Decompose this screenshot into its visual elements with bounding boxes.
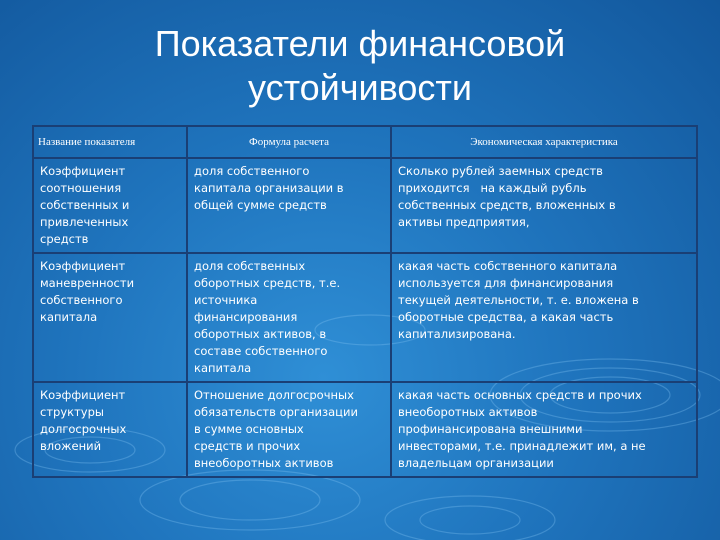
- cell-line: внеоборотных активов: [194, 456, 334, 470]
- cell-line: оборотных средств, т.е.: [194, 276, 341, 290]
- cell-line: в сумме основных: [194, 422, 304, 436]
- cell-line: капитала: [194, 361, 252, 375]
- cell-line: капитала организации в: [194, 181, 344, 195]
- cell-line: Коэффициент: [40, 259, 126, 273]
- cell-line: капитализирована.: [398, 327, 516, 341]
- cell-line: собственных средств, вложенных в: [398, 198, 616, 212]
- cell-line: Отношение долгосрочных: [194, 388, 354, 402]
- cell-line: внеоборотных активов: [398, 405, 538, 419]
- slide-title: [60, 22, 660, 110]
- cell-line: Коэффициент: [40, 388, 126, 402]
- column-header-formula: Формула расчета: [187, 126, 391, 158]
- cell-line: инвесторами, т.е. принадлежит им, а не: [398, 439, 646, 453]
- cell-line: профинансирована внешними: [398, 422, 583, 436]
- cell-line: текущей деятельности, т. е. вложена в: [398, 293, 639, 307]
- indicator-name-cell: [33, 253, 187, 382]
- formula-cell: [187, 382, 391, 477]
- cell-line: используется для финансирования: [398, 276, 614, 290]
- slide-title-line-1: Показатели финансовой: [154, 23, 566, 64]
- cell-line: средств и прочих: [194, 439, 301, 453]
- cell-line: какая часть собственного капитала: [398, 259, 618, 273]
- cell-line: какая часть основных средств и прочих: [398, 388, 642, 402]
- cell-line: составе собственного: [194, 344, 328, 358]
- cell-line: Сколько рублей заемных средств: [398, 164, 603, 178]
- description-cell: [391, 158, 697, 253]
- indicators-table: [32, 125, 698, 478]
- cell-line: вложений: [40, 439, 102, 453]
- description-cell: [391, 382, 697, 477]
- description-cell: [391, 253, 697, 382]
- column-header-name: Название показателя: [33, 126, 187, 158]
- cell-line: капитала: [40, 310, 98, 324]
- cell-line: Коэффициент: [40, 164, 126, 178]
- cell-line: соотношения: [40, 181, 122, 195]
- cell-line: источника: [194, 293, 258, 307]
- cell-line: оборотных активов, в: [194, 327, 327, 341]
- slide-title-line-2: устойчивости: [247, 67, 472, 108]
- cell-line: финансирования: [194, 310, 298, 324]
- indicator-name-cell: [33, 158, 187, 253]
- indicator-name-cell: [33, 382, 187, 477]
- cell-line: общей сумме средств: [194, 198, 327, 212]
- column-header-description: Экономическая характеристика: [391, 126, 697, 158]
- cell-line: приходится на каждый рубль: [398, 181, 587, 195]
- table-row: [33, 382, 697, 477]
- cell-line: привлеченных: [40, 215, 129, 229]
- cell-line: доля собственных: [194, 259, 306, 273]
- cell-line: маневренности: [40, 276, 135, 290]
- cell-line: активы предприятия,: [398, 215, 530, 229]
- formula-cell: [187, 253, 391, 382]
- cell-line: доля собственного: [194, 164, 310, 178]
- cell-line: структуры: [40, 405, 104, 419]
- cell-line: оборотные средства, а какая часть: [398, 310, 614, 324]
- table-header-row: [33, 126, 697, 158]
- cell-line: собственного: [40, 293, 123, 307]
- table-row: [33, 253, 697, 382]
- cell-line: долгосрочных: [40, 422, 127, 436]
- cell-line: обязательств организации: [194, 405, 358, 419]
- table-row: [33, 158, 697, 253]
- cell-line: владельцам организации: [398, 456, 554, 470]
- cell-line: собственных и: [40, 198, 130, 212]
- formula-cell: [187, 158, 391, 253]
- cell-line: средств: [40, 232, 89, 246]
